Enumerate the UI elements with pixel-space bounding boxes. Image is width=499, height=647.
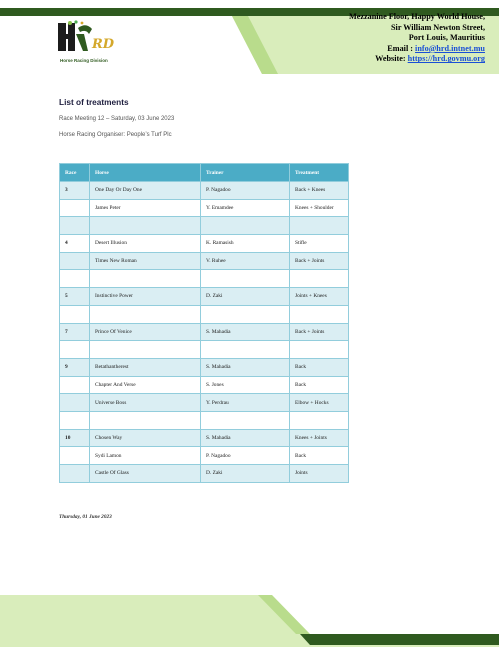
cell-race xyxy=(60,341,90,359)
cell-race xyxy=(60,376,90,394)
table-row xyxy=(60,199,349,217)
cell-treatment: Back + Joints xyxy=(290,252,349,270)
cell-trainer: S. Jones xyxy=(201,376,290,394)
cell-treatment: Elbow + Hocks xyxy=(290,394,349,412)
cell-trainer: D. Zaki xyxy=(201,465,290,483)
cell-horse: Prince Of Venice xyxy=(90,323,201,341)
header-trainer: Trainer xyxy=(201,164,290,182)
cell-trainer: D. Zaki xyxy=(201,288,290,306)
cell-treatment xyxy=(290,411,349,429)
cell-horse xyxy=(90,217,201,235)
cell-horse: Times New Roman xyxy=(90,252,201,270)
cell-horse xyxy=(90,411,201,429)
cell-horse: Sydi Lamon xyxy=(90,447,201,465)
table-body xyxy=(60,182,349,483)
header-race: Race xyxy=(60,164,90,182)
cell-treatment: Joints + Knees xyxy=(290,288,349,306)
cell-treatment xyxy=(290,217,349,235)
cell-horse: Universe Boss xyxy=(90,394,201,412)
contact-address xyxy=(349,12,485,65)
email-label: Email : xyxy=(387,43,416,53)
header-horse: Horse xyxy=(90,164,201,182)
cell-trainer: V. Ruhee xyxy=(201,252,290,270)
table-row xyxy=(60,270,349,288)
cell-horse: Desert Illusion xyxy=(90,235,201,253)
table-row xyxy=(60,341,349,359)
table-row xyxy=(60,429,349,447)
document-title: List of treatments xyxy=(59,97,129,107)
cell-horse: One Day Or Day One xyxy=(90,182,201,200)
address-line: Sir William Newton Street, xyxy=(391,22,485,32)
cell-horse: Chosen Way xyxy=(90,429,201,447)
address-line: Port Louis, Mauritius xyxy=(408,33,485,43)
cell-trainer: Y. Perdrau xyxy=(201,394,290,412)
cell-trainer: S. Mahadia xyxy=(201,429,290,447)
cell-race xyxy=(60,447,90,465)
cell-horse: Betathantherest xyxy=(90,358,201,376)
cell-trainer: P. Nagadoo xyxy=(201,182,290,200)
cell-trainer: S. Mahadia xyxy=(201,358,290,376)
cell-treatment: Back + Knees xyxy=(290,182,349,200)
cell-race: 7 xyxy=(60,323,90,341)
cell-horse xyxy=(90,270,201,288)
table-header-row xyxy=(60,164,349,182)
cell-trainer xyxy=(201,270,290,288)
cell-trainer xyxy=(201,411,290,429)
cell-treatment: Knees + Joints xyxy=(290,429,349,447)
table-row xyxy=(60,411,349,429)
treatments-table xyxy=(59,163,349,483)
cell-horse xyxy=(90,305,201,323)
cell-race xyxy=(60,252,90,270)
document-date: Thursday, 01 June 2023 xyxy=(59,514,112,520)
race-meeting-line: Race Meeting 12 – Saturday, 03 June 2023 xyxy=(59,116,175,122)
cell-trainer: S. Mahadia xyxy=(201,323,290,341)
table-row xyxy=(60,182,349,200)
cell-race xyxy=(60,411,90,429)
table-row xyxy=(60,358,349,376)
table-row xyxy=(60,447,349,465)
cell-race: 3 xyxy=(60,182,90,200)
logo-caption: Horse Racing Division xyxy=(60,58,108,63)
email-line xyxy=(349,44,485,55)
table-row xyxy=(60,376,349,394)
cell-treatment xyxy=(290,305,349,323)
cell-treatment: Knees + Shoulder xyxy=(290,199,349,217)
cell-horse: Chapter And Verse xyxy=(90,376,201,394)
address-line: Mezzanine Floor, Happy World House, xyxy=(348,12,485,21)
cell-horse: Castle Of Glass xyxy=(90,465,201,483)
cell-race xyxy=(60,199,90,217)
cell-treatment: Stifle xyxy=(290,235,349,253)
organiser-line: Horse Racing Organiser: People’s Turf Plc xyxy=(59,132,172,138)
cell-trainer: P. Nagadoo xyxy=(201,447,290,465)
table-row xyxy=(60,288,349,306)
cell-race: 9 xyxy=(60,358,90,376)
cell-horse: James Peter xyxy=(90,199,201,217)
table-row xyxy=(60,323,349,341)
table-row xyxy=(60,235,349,253)
cell-trainer: Y. Emamdee xyxy=(201,199,290,217)
cell-race: 4 xyxy=(60,235,90,253)
cell-treatment xyxy=(290,341,349,359)
website-label: Website: xyxy=(375,54,408,64)
cell-race xyxy=(60,465,90,483)
cell-race: 10 xyxy=(60,429,90,447)
cell-trainer xyxy=(201,305,290,323)
table-row xyxy=(60,217,349,235)
cell-trainer xyxy=(201,341,290,359)
cell-race xyxy=(60,217,90,235)
website-line xyxy=(349,54,485,65)
website-link[interactable]: https://hrd.govmu.org xyxy=(407,54,485,64)
cell-race xyxy=(60,270,90,288)
table-row xyxy=(60,465,349,483)
cell-horse: Instinctive Power xyxy=(90,288,201,306)
cell-treatment: Back xyxy=(290,358,349,376)
cell-trainer xyxy=(201,217,290,235)
cell-race xyxy=(60,305,90,323)
cell-treatment xyxy=(290,270,349,288)
cell-horse xyxy=(90,341,201,359)
footer-band xyxy=(0,595,499,647)
cell-race: 5 xyxy=(60,288,90,306)
cell-treatment: Back xyxy=(290,376,349,394)
cell-treatment: Back xyxy=(290,447,349,465)
cell-treatment: Back + Joints xyxy=(290,323,349,341)
cell-treatment: Joints xyxy=(290,465,349,483)
header-treatment: Treatment xyxy=(290,164,349,182)
email-link[interactable]: info@hrd.intnet.mu xyxy=(415,43,485,53)
table-row xyxy=(60,252,349,270)
svg-text:RD: RD xyxy=(92,37,115,52)
table-row xyxy=(60,305,349,323)
cell-trainer: K. Ramasish xyxy=(201,235,290,253)
cell-race xyxy=(60,394,90,412)
table-row xyxy=(60,394,349,412)
